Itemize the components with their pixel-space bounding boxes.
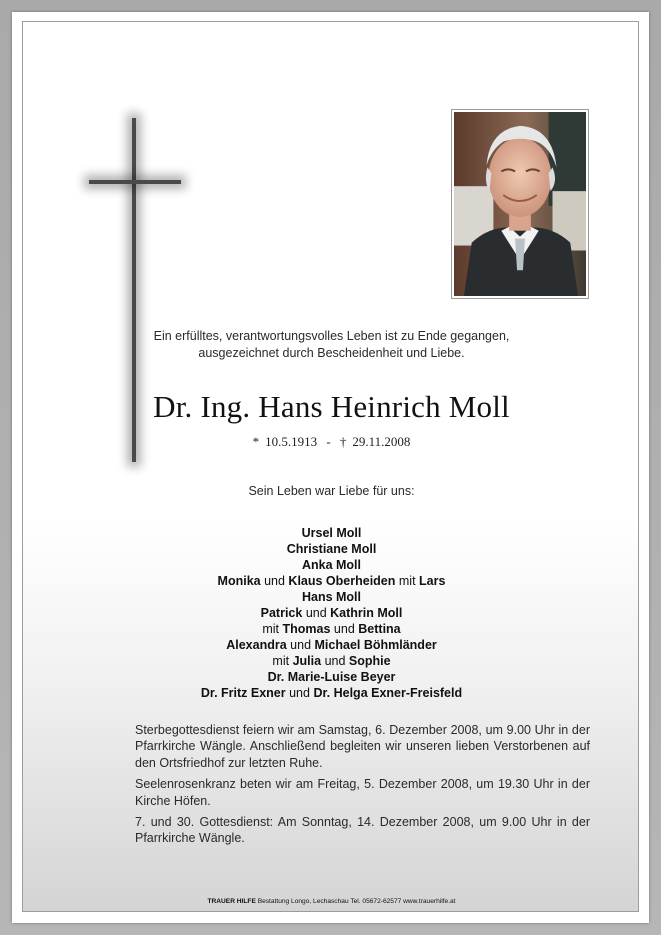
mourner-name: Hans Moll [301, 590, 362, 604]
intro-text [23, 328, 640, 362]
mourner-name: Dr. Helga Exner-Freisfeld [313, 686, 463, 700]
funeral-service-notice: Sterbegottesdienst feiern wir am Samstag, 6. Dezember 2008, um 9.00 Uhr in der Pfarrkirche Wängle. Anschließend begleiten wir unseren lieben Verstorbenen auf den Ortsfriedhof zur letzten Ruhe. [135, 723, 590, 770]
connector-word: und [305, 606, 327, 620]
rosary-notice: Seelenrosenkranz beten wir am Freitag, 5. Dezember 2008, um 19.30 Uhr in der Kirche Höfen. [135, 777, 590, 808]
birth-date: 10.5.1913 [265, 434, 318, 449]
deceased-name: Dr. Ing. Hans Heinrich Moll [153, 389, 510, 424]
connector-word: und [290, 638, 312, 652]
connector-word: mit [398, 574, 416, 588]
mourner-line [23, 637, 640, 653]
mourner-name: Klaus Oberheiden [288, 574, 396, 588]
mourner-name: Thomas [282, 622, 331, 636]
card-frame [22, 21, 639, 912]
mourner-name: Alexandra [226, 638, 287, 652]
intro-line-1: Ein erfülltes, verantwortungsvolles Leben ist zu Ende gegangen, [153, 329, 510, 343]
mourner-line [23, 653, 640, 669]
mourner-line [23, 669, 640, 685]
mourner-name: Sophie [348, 654, 391, 668]
cross-horizontal-beam [89, 180, 181, 184]
mourner-name: Julia [292, 654, 322, 668]
connector-word: mit [262, 622, 280, 636]
mourner-name: Michael Böhmländer [314, 638, 437, 652]
mourner-name: Dr. Fritz Exner [200, 686, 286, 700]
obituary-card [12, 12, 649, 923]
portrait-photo [451, 109, 589, 299]
birth-symbol: * [252, 434, 260, 449]
connector-word: und [264, 574, 285, 588]
motto-text: Sein Leben war Liebe für uns: [248, 484, 415, 498]
mourner-name: Lars [419, 574, 446, 588]
life-dates [23, 434, 640, 450]
mourner-name: Christiane Moll [286, 542, 377, 556]
service-notices [135, 722, 590, 852]
footer-brand: TRAUER HILFE [207, 898, 256, 905]
mourner-name: Bettina [358, 622, 401, 636]
mourner-name: Kathrin Moll [330, 606, 403, 620]
footer-contact: Bestattung Longo, Lechaschau Tel. 05672-62577 www.trauerhilfe.at [257, 898, 456, 905]
mourner-line [23, 685, 640, 701]
intro-line-2: ausgezeichnet durch Bescheidenheit und Liebe. [198, 346, 465, 360]
connector-word: und [324, 654, 346, 668]
mourner-line [23, 525, 640, 541]
mourner-line [23, 621, 640, 637]
date-separator: - [326, 434, 331, 449]
mourner-line [23, 573, 640, 589]
mourner-name: Anka Moll [301, 558, 362, 572]
footer-imprint [23, 898, 640, 905]
mourner-name: Monika [217, 574, 261, 588]
connector-word: und [333, 622, 355, 636]
connector-word: mit [272, 654, 290, 668]
memorial-mass-notice: 7. und 30. Gottesdienst: Am Sonntag, 14. Dezember 2008, um 9.00 Uhr in der Pfarrkirche Wängle. [135, 815, 590, 846]
mourner-line [23, 557, 640, 573]
mourner-line [23, 541, 640, 557]
mourner-name: Dr. Marie-Luise Beyer [267, 670, 396, 684]
portrait-image [454, 112, 586, 296]
connector-word: und [289, 686, 310, 700]
mourner-name: Ursel Moll [301, 526, 362, 540]
death-symbol: † [339, 434, 347, 449]
mourner-name: Patrick [260, 606, 303, 620]
mourner-line [23, 589, 640, 605]
mourners-list [23, 525, 640, 701]
death-date: 29.11.2008 [352, 434, 411, 449]
mourner-line [23, 605, 640, 621]
